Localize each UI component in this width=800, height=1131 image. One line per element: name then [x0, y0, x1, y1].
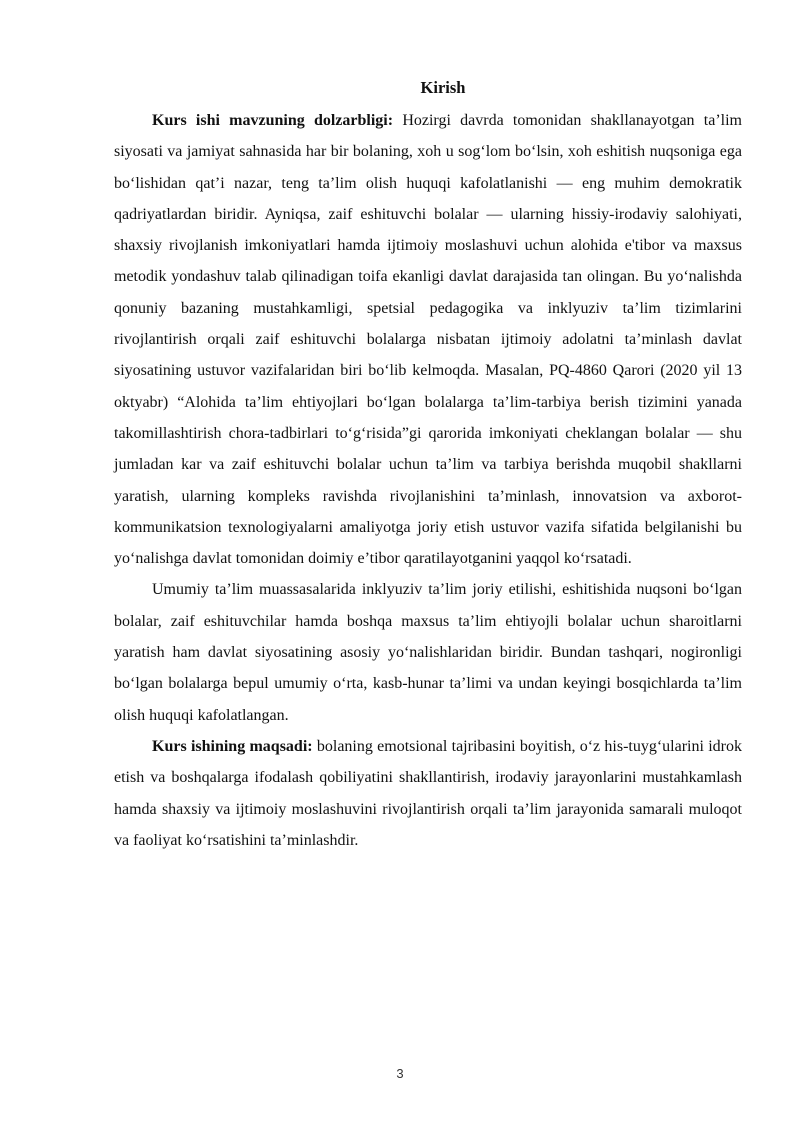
- paragraph-text-goal: bolaning emotsional tajribasini boyitish, o‘z his-tuyg‘ularini idrok etish va boshqalarga ifodalash qobiliyatini shakllantirish, irodaviy jarayonlarini mustahkamlash hamda shaxsiy va ijtimoiy moslashuvini rivojlantirish orqali ta’lim jarayonida samarali muloqot va faoliyat ko‘rsatishini ta’minlashdir.: [114, 737, 742, 849]
- paragraph-inclusive-education: [114, 574, 742, 730]
- document-page: [114, 76, 742, 856]
- paragraph-text-relevance: Hozirgi davrda tomonidan shakllanayotgan ta’lim siyosati va jamiyat sahnasida har bir bolaning, xoh u sog‘lom bo‘lsin, xoh eshitish nuqsoniga ega bo‘lishidan qat’i nazar, teng ta’lim olish huquqi kafolatlanishi — eng muhim demokratik qadriyatlardan biridir. Ayniqsa, zaif eshituvchi bolalar — ularning hissiy-irodaviy salohiyati, shaxsiy rivojlanish imkoniyatlari hamda ijtimoiy moslashuvi uchun alohida e'tibor va maxsus metodik yondashuv talab qilinadigan toifa ekanligi davlat darajasida tan olingan. Bu yo‘nalishda qonuniy bazaning mustahkamligi, spetsial pedagogika va inklyuziv ta’lim tizimlarini rivojlantirish orqali zaif eshituvchi bolalarga nisbatan ijtimoiy adolatni ta’minlash davlat siyosatining ustuvor vazifalaridan biri bo‘lib kelmoqda. Masalan, PQ-4860 Qarori (2020 yil 13 oktyabr) “Alohida ta’lim ehtiyojlari bo‘lgan bolalarga ta’lim-tarbiya berish tizimini yanada takomillashtirish chora-tadbirlari to‘g‘risida”gi qarorida imkoniyati cheklangan bolalar — shu jumladan kar va zaif eshituvchi bolalar uchun ta’lim va tarbiya berishda muqobil shakllarni yaratish, ularning kompleks ravishda rivojlanishini ta’minlash, innovatsion va axborot-kommunikatsion texnologiyalarni amaliyotga joriy etish ustuvor vazifa sifatida belgilanishi bu yo‘nalishga davlat tomonidan doimiy e’tibor qaratilayotganini yaqqol ko‘rsatadi.: [114, 112, 742, 568]
- paragraph-goal: [114, 731, 742, 856]
- page-number: 3: [396, 1066, 404, 1081]
- paragraph-relevance: [114, 105, 742, 574]
- paragraph-lead-goal: Kurs ishining maqsadi:: [152, 737, 313, 755]
- paragraph-lead-relevance: Kurs ishi mavzuning dolzarbligi:: [152, 112, 394, 129]
- paragraph-text-inclusive-education: Umumiy ta’lim muassasalarida inklyuziv ta’lim joriy etilishi, eshitishida nuqsoni bo‘lgan bolalar, zaif eshituvchilar hamda boshqa maxsus ta’lim ehtiyojli bolalar uchun sharoitlarni yaratish ham davlat siyosatining asosiy yo‘nalishlaridan biridir. Bundan tashqari, nogironligi bo‘lgan bolalarga bepul umumiy o‘rta, kasb-hunar ta’limi va undan keyingi bosqichlarda ta’lim olish huquqi kafolatlangan.: [114, 581, 742, 724]
- section-heading: Kirish: [420, 78, 466, 97]
